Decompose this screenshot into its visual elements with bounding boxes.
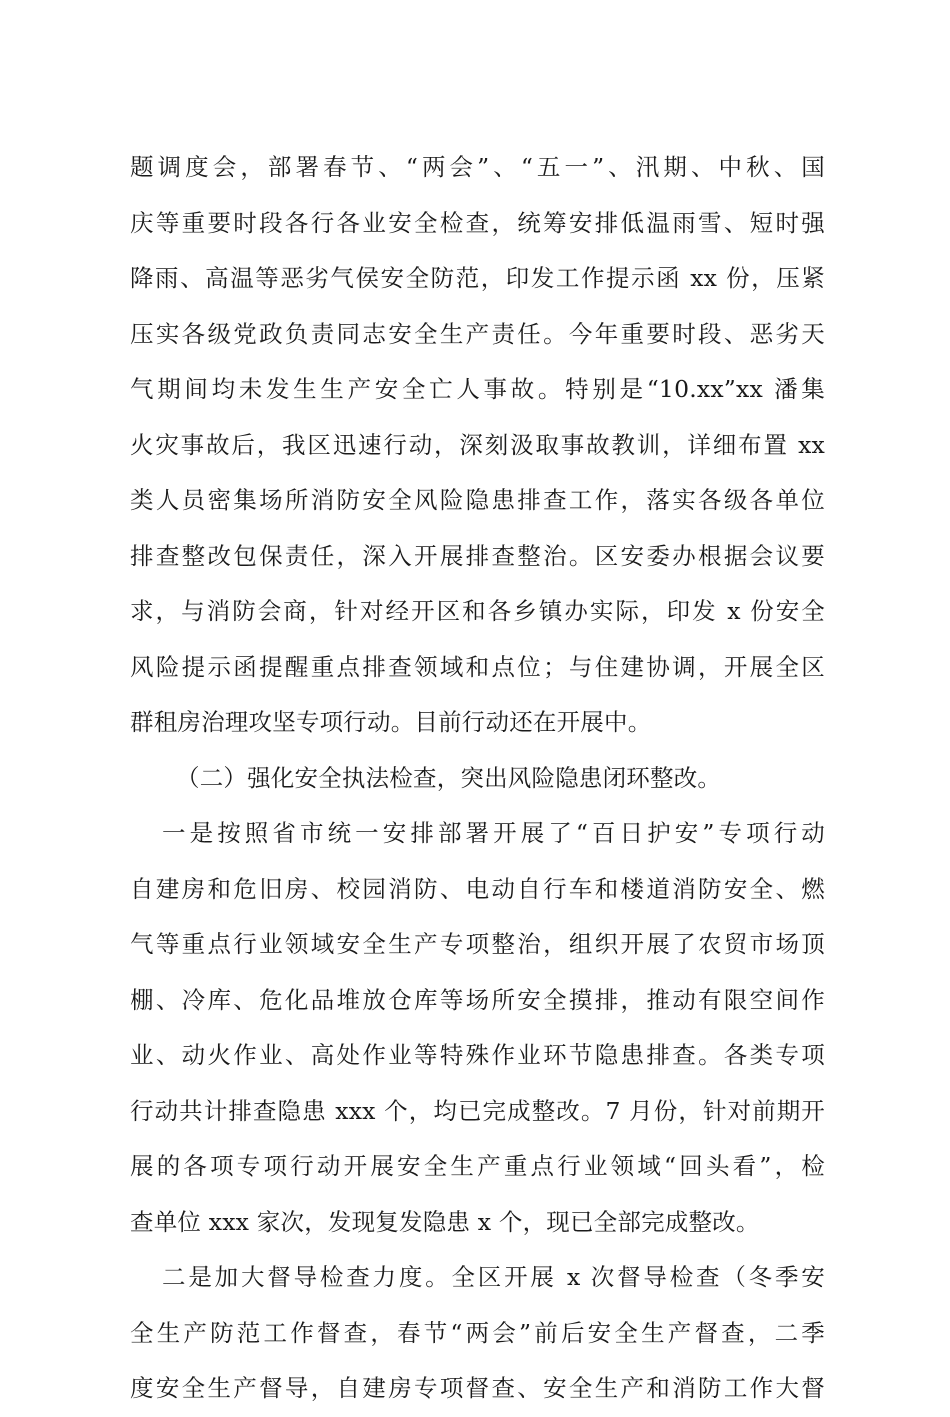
text-line: 降雨、高温等恶劣气侯安全防范，印发工作提示函 xx 份，压紧	[130, 264, 825, 292]
text-line: 类人员密集场所消防安全风险隐患排查工作，落实各级各单位	[130, 486, 825, 514]
text-line: 自建房和危旧房、校园消防、电动自行车和楼道消防安全、燃	[130, 874, 825, 903]
section-heading-text: （二）强化安全执法检查，突出风险隐患闭环整改。	[176, 763, 722, 792]
paragraph-supervision	[130, 1250, 825, 1417]
text-line: 题调度会，部署春节、“两会”、“五一”、汛期、中秋、国	[130, 153, 825, 181]
text-line: 业、动火作业、高处作业等特殊作业环节隐患排查。各类专项	[130, 1041, 825, 1069]
text-line: 度安全生产督导，自建房专项督查、安全生产和消防工作大督	[130, 1374, 825, 1402]
text-line: 气期间均未发生生产安全亡人事故。特别是“10.xx”xx 潘集	[130, 375, 825, 403]
text-line: 压实各级党政负责同志安全生产责任。今年重要时段、恶劣天	[130, 319, 825, 348]
text-line: 风险提示函提醒重点排查领域和点位；与住建协调，开展全区	[130, 652, 825, 681]
text-line: 求，与消防会商，针对经开区和各乡镇办实际，印发 x 份安全	[130, 597, 825, 625]
text-line: 群租房治理攻坚专项行动。目前行动还在开展中。	[130, 708, 652, 736]
paragraph-safety-deployment	[130, 140, 825, 751]
text-line: 棚、冷库、危化品堆放仓库等场所安全摸排，推动有限空间作	[130, 985, 825, 1014]
text-line: 一是按照省市统一安排部署开展了“百日护安”专项行动	[162, 819, 825, 847]
paragraph-special-campaigns	[130, 806, 825, 1250]
text-line: 全生产防范工作督查，春节“两会”前后安全生产督查，二季	[130, 1318, 825, 1347]
text-line: 气等重点行业领域安全生产专项整治，组织开展了农贸市场顶	[130, 930, 825, 958]
text-line: 行动共计排查隐患 xxx 个，均已完成整改。7 月份，针对前期开	[130, 1096, 825, 1125]
text-line: 展的各项专项行动开展安全生产重点行业领域“回头看”，检	[130, 1152, 825, 1180]
section-heading	[130, 751, 825, 807]
text-line: 庆等重要时段各行各业安全检查，统筹安排低温雨雪、短时强	[130, 208, 825, 237]
text-line: 二是加大督导检查力度。全区开展 x 次督导检查（冬季安	[162, 1263, 825, 1291]
text-line: 查单位 xxx 家次，发现复发隐患 x 个，现已全部完成整改。	[130, 1207, 760, 1236]
document-body	[130, 140, 825, 1417]
text-line: 火灾事故后，我区迅速行动，深刻汲取事故教训，详细布置 xx	[130, 430, 825, 459]
text-line: 排查整改包保责任，深入开展排查整治。区安委办根据会议要	[130, 541, 825, 570]
